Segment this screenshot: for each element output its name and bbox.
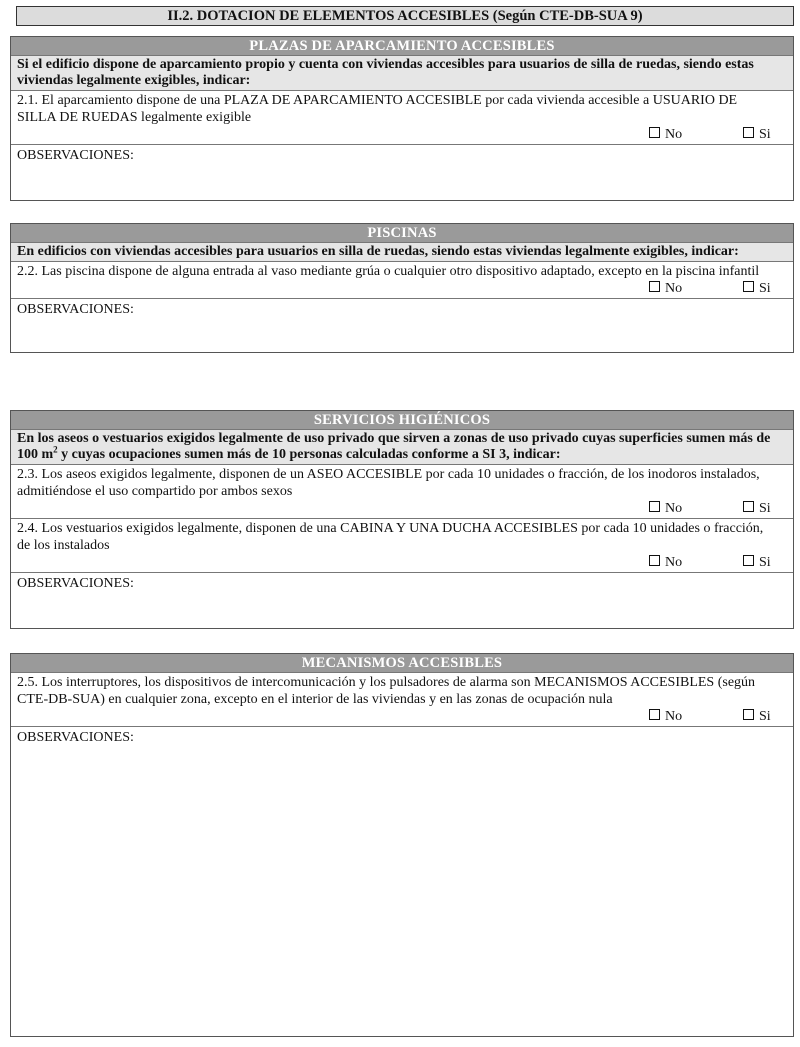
checkbox-icon bbox=[743, 555, 754, 566]
question-2-5 bbox=[11, 672, 793, 726]
checkbox-no[interactable]: No bbox=[649, 127, 682, 143]
section-intro: En edificios con viviendas accesibles para usuarios en silla de ruedas, siendo estas viviendas legalmente exigibles, indicar: bbox=[11, 242, 793, 261]
question-text: 2.4. Los vestuarios exigidos legalmente, disponen de una CABINA Y UNA DUCHA ACCESIBLES por cada 10 unidades o fracción, de los instalados bbox=[17, 521, 764, 553]
section-toilets bbox=[10, 410, 794, 629]
checkbox-no[interactable]: No bbox=[649, 501, 682, 517]
checkbox-icon bbox=[649, 709, 660, 720]
checkbox-si[interactable]: Si bbox=[743, 709, 771, 725]
question-2-2 bbox=[11, 261, 793, 298]
section-intro: En los aseos o vestuarios exigidos legalmente de uso privado que sirven a zonas de uso privado cuyas superficies sumen más de 100 $m^2$ y cuyas ocupaciones sumen más de 10 personas calculadas conforme a SI 3, indicar: bbox=[11, 429, 793, 464]
section-parking bbox=[10, 36, 794, 201]
checkbox-icon bbox=[743, 127, 754, 138]
question-2-3 bbox=[11, 464, 793, 518]
section-pools bbox=[10, 223, 794, 353]
checkbox-no[interactable]: No bbox=[649, 709, 682, 725]
question-2-4 bbox=[11, 518, 793, 572]
checkbox-si[interactable]: Si bbox=[743, 555, 771, 571]
checkbox-no[interactable]: No bbox=[649, 555, 682, 571]
question-text: 2.1. El aparcamiento dispone de una PLAZA DE APARCAMIENTO ACCESIBLE por cada vivienda accesible a USUARIO DE SILLA DE RUEDAS legalmente exigible bbox=[17, 93, 738, 125]
section-heading: SERVICIOS HIGIÉNICOS bbox=[11, 411, 793, 429]
section-mechanisms bbox=[10, 653, 794, 1037]
checkbox-si[interactable]: Si bbox=[743, 127, 771, 143]
checkbox-icon bbox=[743, 709, 754, 720]
checkbox-icon bbox=[743, 281, 754, 292]
question-text: 2.2. Las piscina dispone de alguna entrada al vaso mediante grúa o cualquier otro dispositivo adaptado, excepto en la piscina infantil bbox=[17, 264, 760, 279]
observaciones-field[interactable] bbox=[11, 298, 793, 352]
checkbox-no[interactable]: No bbox=[649, 281, 682, 297]
section-heading: PLAZAS DE APARCAMIENTO ACCESIBLES bbox=[11, 37, 793, 55]
section-heading: MECANISMOS ACCESIBLES bbox=[11, 654, 793, 672]
observaciones-field[interactable] bbox=[11, 572, 793, 628]
checkbox-si[interactable]: Si bbox=[743, 281, 771, 297]
observaciones-label: OBSERVACIONES: bbox=[17, 302, 134, 317]
observaciones-label: OBSERVACIONES: bbox=[17, 730, 134, 745]
checkbox-icon bbox=[649, 501, 660, 512]
checkbox-icon bbox=[649, 127, 660, 138]
checkbox-si[interactable]: Si bbox=[743, 501, 771, 517]
observaciones-label: OBSERVACIONES: bbox=[17, 576, 134, 591]
observaciones-field[interactable] bbox=[11, 726, 793, 1015]
form-title: II.2. DOTACION DE ELEMENTOS ACCESIBLES (Según CTE-DB-SUA 9) bbox=[16, 6, 794, 26]
checkbox-icon bbox=[649, 281, 660, 292]
question-text: 2.3. Los aseos exigidos legalmente, disponen de un ASEO ACCESIBLE por cada 10 unidades o fracción, de los inodoros instalados, admitiéndose el uso compartido por ambos sexos bbox=[17, 467, 760, 499]
observaciones-field[interactable] bbox=[11, 144, 793, 200]
checkbox-icon bbox=[743, 501, 754, 512]
section-heading: PISCINAS bbox=[11, 224, 793, 242]
question-2-1 bbox=[11, 90, 793, 144]
observaciones-label: OBSERVACIONES: bbox=[17, 148, 134, 163]
checkbox-icon bbox=[649, 555, 660, 566]
section-intro: Si el edificio dispone de aparcamiento propio y cuenta con viviendas accesibles para usuarios de silla de ruedas, siendo estas viviendas legalmente exigibles, indicar: bbox=[11, 55, 793, 90]
question-text: 2.5. Los interruptores, los dispositivos de intercomunicación y los pulsadores de alarma son MECANISMOS ACCESIBLES (según CTE-DB-SUA) en cualquier zona, excepto en el interior de las viviendas y en las zonas de ocupación nula bbox=[17, 675, 756, 707]
